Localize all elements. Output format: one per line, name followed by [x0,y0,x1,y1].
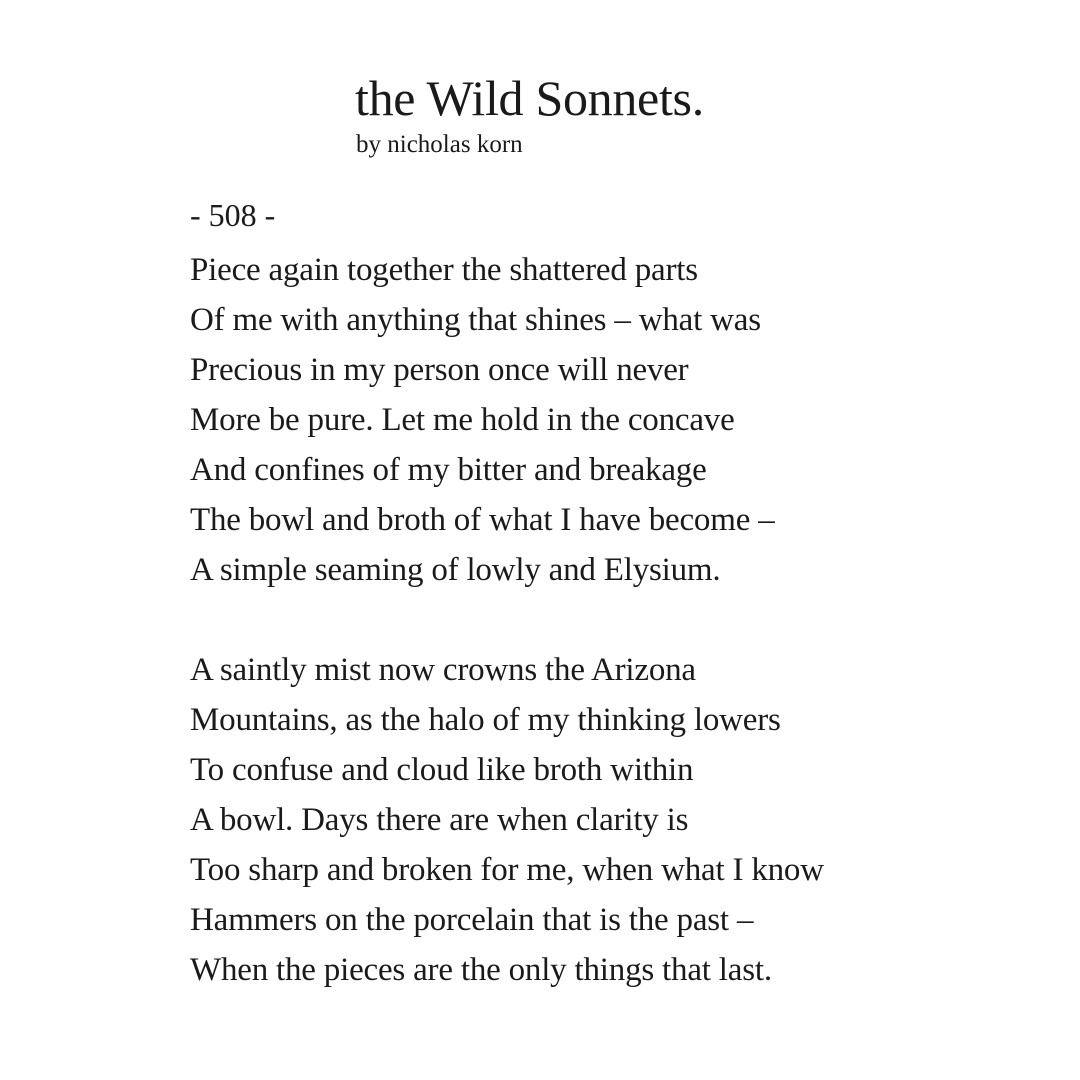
poem-line: A simple seaming of lowly and Elysium. [190,552,721,588]
poem-line: A bowl. Days there are when clarity is [190,802,689,838]
poem-line: Too sharp and broken for me, when what I know [190,852,824,888]
poem-line: When the pieces are the only things that last. [190,952,772,988]
poem-line: And confines of my bitter and breakage [190,452,707,488]
stanza-2 [190,645,824,995]
poem-line: Mountains, as the halo of my thinking lowers [190,702,781,738]
poem-line: Piece again together the shattered parts [190,252,698,288]
page-title: the Wild Sonnets. [355,70,704,126]
poem-line: To confuse and cloud like broth within [190,752,694,788]
poem-line: Precious in my person once will never [190,352,689,388]
poem-line: Hammers on the porcelain that is the past – [190,902,754,938]
poem-line: A saintly mist now crowns the Arizona [190,652,696,688]
poem-line: More be pure. Let me hold in the concave [190,402,735,438]
poem-line: Of me with anything that shines – what was [190,302,761,338]
stanza-1 [190,245,775,595]
poem-line: The bowl and broth of what I have become – [190,502,775,538]
author-byline: by nicholas korn [356,131,523,158]
sonnet-number: - 508 - [190,197,276,233]
